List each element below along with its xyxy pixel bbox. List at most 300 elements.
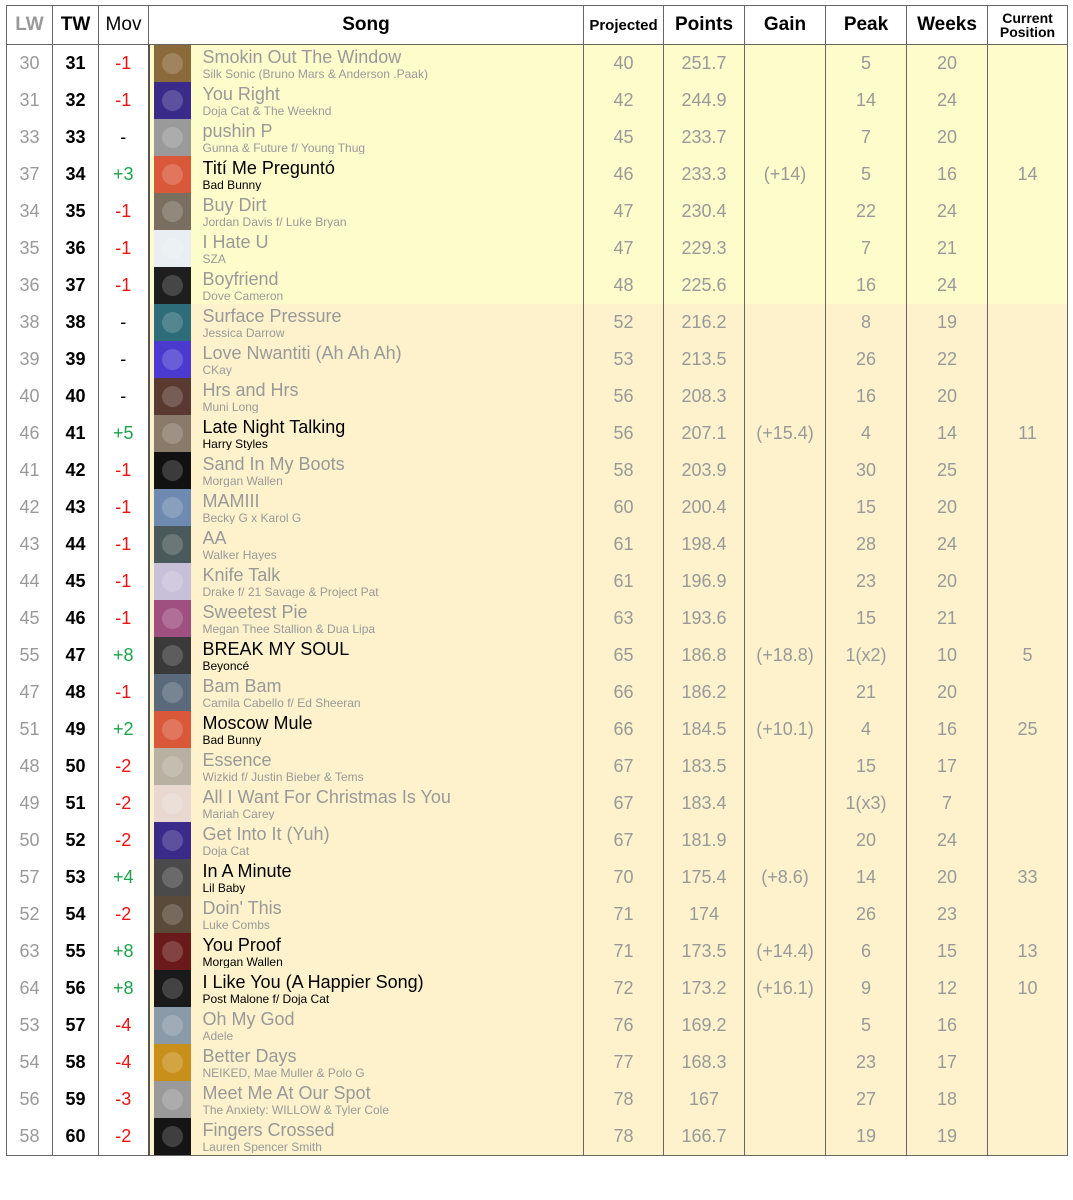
album-art-image — [154, 156, 191, 193]
last-week-cell: 37 — [7, 156, 53, 193]
movement-cell: +8 — [99, 970, 149, 1007]
album-art-image — [154, 489, 191, 526]
table-row[interactable] — [7, 45, 1068, 83]
song-title[interactable]: I Hate U — [202, 232, 269, 252]
weeks-cell: 23 — [907, 896, 988, 933]
current-position-cell: 11 — [988, 415, 1068, 452]
album-art-image — [154, 637, 191, 674]
song-title[interactable]: Fingers Crossed — [202, 1120, 335, 1140]
song-artist: Bad Bunny — [202, 177, 262, 191]
peak-cell: 7 — [826, 119, 907, 156]
song-artist: Muni Long — [202, 399, 259, 413]
table-row[interactable] — [7, 637, 1068, 674]
current-position-cell — [988, 267, 1068, 304]
gain-cell — [745, 304, 826, 341]
points-cell: 196.9 — [664, 563, 745, 600]
current-position-cell: 13 — [988, 933, 1068, 970]
last-week-cell: 43 — [7, 526, 53, 563]
table-row[interactable] — [7, 452, 1068, 489]
movement-cell: +4 — [99, 859, 149, 896]
table-row[interactable] — [7, 1007, 1068, 1044]
points-cell: 167 — [664, 1081, 745, 1118]
table-row[interactable] — [7, 526, 1068, 563]
song-artist: Mariah Carey — [202, 806, 275, 820]
last-week-cell: 44 — [7, 563, 53, 600]
album-art-image — [154, 45, 191, 82]
song-artist: NEIKED, Mae Muller & Polo G — [202, 1065, 365, 1079]
song-artist: Walker Hayes — [202, 547, 277, 561]
current-position-cell — [988, 526, 1068, 563]
last-week-cell: 55 — [7, 637, 53, 674]
album-art-image — [154, 304, 191, 341]
points-cell: 169.2 — [664, 1007, 745, 1044]
weeks-cell: 19 — [907, 1118, 988, 1156]
song-cell[interactable] — [149, 304, 584, 341]
table-row[interactable] — [7, 304, 1068, 341]
table-row[interactable] — [7, 82, 1068, 119]
this-week-cell: 53 — [53, 859, 99, 896]
song-cell[interactable] — [149, 563, 584, 600]
album-art-image — [154, 933, 191, 970]
song-cell[interactable] — [149, 489, 584, 526]
current-position-cell — [988, 378, 1068, 415]
current-position-cell — [988, 341, 1068, 378]
gain-cell — [745, 674, 826, 711]
peak-cell: 5 — [826, 156, 907, 193]
weeks-cell: 12 — [907, 970, 988, 1007]
current-position-cell — [988, 452, 1068, 489]
album-art-image — [154, 82, 191, 119]
table-row[interactable] — [7, 156, 1068, 193]
weeks-cell: 20 — [907, 119, 988, 156]
song-artist: Camila Cabello f/ Ed Sheeran — [202, 695, 361, 709]
current-position-cell — [988, 119, 1068, 156]
weeks-cell: 17 — [907, 1044, 988, 1081]
current-position-cell — [988, 489, 1068, 526]
song-artist: Bad Bunny — [202, 732, 262, 746]
col-header-weeks[interactable]: Weeks — [907, 6, 988, 45]
movement-cell: -1 — [99, 563, 149, 600]
current-position-cell — [988, 674, 1068, 711]
current-position-cell — [988, 785, 1068, 822]
current-position-cell — [988, 230, 1068, 267]
points-cell: 208.3 — [664, 378, 745, 415]
movement-cell: -2 — [99, 785, 149, 822]
projected-cell: 78 — [584, 1081, 664, 1118]
last-week-cell: 58 — [7, 1118, 53, 1156]
last-week-cell: 63 — [7, 933, 53, 970]
table-row[interactable] — [7, 933, 1068, 970]
weeks-cell: 22 — [907, 341, 988, 378]
projected-cell: 67 — [584, 748, 664, 785]
gain-cell: (+14.4) — [745, 933, 826, 970]
last-week-cell: 39 — [7, 341, 53, 378]
col-header-current-position[interactable] — [988, 6, 1068, 45]
song-cell[interactable] — [149, 859, 584, 896]
projected-cell: 61 — [584, 563, 664, 600]
album-art-image — [154, 119, 191, 156]
current-position-cell: 14 — [988, 156, 1068, 193]
table-row[interactable] — [7, 563, 1068, 600]
song-cell[interactable] — [149, 600, 584, 637]
album-art-image — [154, 748, 191, 785]
weeks-cell: 20 — [907, 489, 988, 526]
weeks-cell: 14 — [907, 415, 988, 452]
song-artist: Harry Styles — [202, 436, 268, 450]
song-title[interactable]: Bam Bam — [202, 676, 282, 696]
this-week-cell: 59 — [53, 1081, 99, 1118]
weeks-cell: 20 — [907, 378, 988, 415]
gain-cell — [745, 1044, 826, 1081]
song-title[interactable]: Buy Dirt — [202, 195, 267, 215]
table-row[interactable] — [7, 1044, 1068, 1081]
song-title[interactable]: Smokin Out The Window — [202, 47, 402, 67]
gain-cell — [745, 267, 826, 304]
gain-cell — [745, 563, 826, 600]
this-week-cell: 54 — [53, 896, 99, 933]
last-week-cell: 56 — [7, 1081, 53, 1118]
points-cell: 244.9 — [664, 82, 745, 119]
table-row[interactable] — [7, 1118, 1068, 1156]
table-row[interactable] — [7, 785, 1068, 822]
weeks-cell: 21 — [907, 230, 988, 267]
peak-cell: 23 — [826, 563, 907, 600]
song-artist: Drake f/ 21 Savage & Project Pat — [202, 584, 379, 598]
song-cell[interactable] — [149, 193, 584, 230]
this-week-cell: 52 — [53, 822, 99, 859]
song-cell[interactable] — [149, 341, 584, 378]
table-row[interactable] — [7, 822, 1068, 859]
album-art-image — [154, 193, 191, 230]
weeks-cell: 24 — [907, 267, 988, 304]
song-cell[interactable] — [149, 156, 584, 193]
last-week-cell: 49 — [7, 785, 53, 822]
album-art-image — [154, 1081, 191, 1118]
peak-cell: 27 — [826, 1081, 907, 1118]
song-title[interactable]: Surface Pressure — [202, 306, 342, 326]
song-title[interactable]: Sand In My Boots — [202, 454, 345, 474]
projected-cell: 66 — [584, 674, 664, 711]
movement-cell: -1 — [99, 193, 149, 230]
weeks-cell: 20 — [907, 45, 988, 83]
weeks-cell: 20 — [907, 859, 988, 896]
table-row[interactable] — [7, 970, 1068, 1007]
projected-cell: 72 — [584, 970, 664, 1007]
song-cell[interactable] — [149, 785, 584, 822]
gain-cell: (+16.1) — [745, 970, 826, 1007]
album-art-image — [154, 970, 191, 1007]
projected-cell: 78 — [584, 1118, 664, 1156]
song-artist: Doja Cat & The Weeknd — [202, 103, 332, 117]
song-artist: CKay — [202, 362, 232, 376]
last-week-cell: 53 — [7, 1007, 53, 1044]
song-cell[interactable] — [149, 378, 584, 415]
peak-cell: 15 — [826, 600, 907, 637]
chart-rows — [7, 45, 1068, 1156]
song-cell[interactable] — [149, 748, 584, 785]
movement-cell: -4 — [99, 1044, 149, 1081]
movement-cell: - — [99, 119, 149, 156]
song-cell[interactable] — [149, 933, 584, 970]
points-cell: 251.7 — [664, 45, 745, 83]
song-artist: Doja Cat — [202, 843, 250, 857]
song-title[interactable]: Oh My God — [202, 1009, 295, 1029]
song-cell[interactable] — [149, 119, 584, 156]
col-header-projected[interactable]: Projected — [584, 6, 664, 45]
song-artist: Lil Baby — [202, 880, 246, 894]
this-week-cell: 57 — [53, 1007, 99, 1044]
album-art-image — [154, 1007, 191, 1044]
song-title[interactable]: MAMIII — [202, 491, 260, 511]
song-title[interactable]: Boyfriend — [202, 269, 279, 289]
gain-cell — [745, 119, 826, 156]
song-title[interactable]: All I Want For Christmas Is You — [202, 787, 451, 807]
projected-cell: 47 — [584, 193, 664, 230]
song-title[interactable]: pushin P — [202, 121, 273, 141]
song-cell[interactable] — [149, 452, 584, 489]
song-cell[interactable] — [149, 267, 584, 304]
this-week-cell: 56 — [53, 970, 99, 1007]
peak-cell: 23 — [826, 1044, 907, 1081]
album-art-image — [154, 896, 191, 933]
current-position-cell — [988, 600, 1068, 637]
this-week-cell: 33 — [53, 119, 99, 156]
song-title[interactable]: In A Minute — [202, 861, 292, 881]
table-row[interactable] — [7, 341, 1068, 378]
song-artist: Beyoncé — [202, 658, 250, 672]
song-cell[interactable] — [149, 415, 584, 452]
current-position-cell: 33 — [988, 859, 1068, 896]
movement-cell: -1 — [99, 82, 149, 119]
song-title[interactable]: AA — [202, 528, 227, 548]
song-cell[interactable] — [149, 45, 584, 83]
points-cell: 184.5 — [664, 711, 745, 748]
peak-cell: 28 — [826, 526, 907, 563]
gain-cell — [745, 896, 826, 933]
table-row[interactable] — [7, 119, 1068, 156]
this-week-cell: 37 — [53, 267, 99, 304]
weeks-cell: 16 — [907, 1007, 988, 1044]
weeks-cell: 19 — [907, 304, 988, 341]
table-row[interactable] — [7, 674, 1068, 711]
current-header-line1: Current — [1002, 10, 1053, 26]
table-row[interactable] — [7, 1081, 1068, 1118]
points-cell: 216.2 — [664, 304, 745, 341]
movement-cell: - — [99, 304, 149, 341]
album-art-image — [154, 563, 191, 600]
points-cell: 230.4 — [664, 193, 745, 230]
projected-cell: 67 — [584, 785, 664, 822]
col-header-points[interactable]: Points — [664, 6, 745, 45]
points-cell: 233.3 — [664, 156, 745, 193]
this-week-cell: 48 — [53, 674, 99, 711]
col-header-lw[interactable]: LW — [7, 6, 53, 45]
current-position-cell — [988, 304, 1068, 341]
peak-cell: 30 — [826, 452, 907, 489]
table-row[interactable] — [7, 711, 1068, 748]
movement-cell: -1 — [99, 452, 149, 489]
current-position-cell — [988, 896, 1068, 933]
projected-cell: 60 — [584, 489, 664, 526]
song-cell[interactable] — [149, 82, 584, 119]
weeks-cell: 17 — [907, 748, 988, 785]
peak-cell: 1(x3) — [826, 785, 907, 822]
col-header-song[interactable]: Song — [149, 6, 584, 45]
song-title[interactable]: Better Days — [202, 1046, 297, 1066]
projected-cell: 42 — [584, 82, 664, 119]
points-cell: 183.5 — [664, 748, 745, 785]
peak-cell: 15 — [826, 489, 907, 526]
current-position-cell — [988, 1081, 1068, 1118]
song-cell[interactable] — [149, 674, 584, 711]
movement-cell: +3 — [99, 156, 149, 193]
song-cell[interactable] — [149, 1044, 584, 1081]
projected-cell: 66 — [584, 711, 664, 748]
projected-cell: 67 — [584, 822, 664, 859]
song-title[interactable]: Moscow Mule — [202, 713, 313, 733]
table-row[interactable] — [7, 600, 1068, 637]
last-week-cell: 45 — [7, 600, 53, 637]
last-week-cell: 36 — [7, 267, 53, 304]
song-cell[interactable] — [149, 637, 584, 674]
song-title[interactable]: Essence — [202, 750, 272, 770]
album-art-image — [154, 452, 191, 489]
projected-cell: 63 — [584, 600, 664, 637]
song-title[interactable]: Get Into It (Yuh) — [202, 824, 330, 844]
weeks-cell: 24 — [907, 526, 988, 563]
peak-cell: 16 — [826, 267, 907, 304]
movement-cell: +2 — [99, 711, 149, 748]
table-row[interactable] — [7, 489, 1068, 526]
song-title[interactable]: Tití Me Preguntó — [202, 158, 335, 178]
col-header-tw[interactable]: TW — [53, 6, 99, 45]
current-header-line2: Position — [999, 24, 1056, 40]
weeks-cell: 16 — [907, 156, 988, 193]
song-cell[interactable] — [149, 822, 584, 859]
gain-cell: (+14) — [745, 156, 826, 193]
weeks-cell: 18 — [907, 1081, 988, 1118]
this-week-cell: 38 — [53, 304, 99, 341]
projected-cell: 46 — [584, 156, 664, 193]
table-row[interactable] — [7, 193, 1068, 230]
current-position-cell — [988, 193, 1068, 230]
this-week-cell: 45 — [53, 563, 99, 600]
song-title[interactable]: Doin' This — [202, 898, 282, 918]
table-row[interactable] — [7, 267, 1068, 304]
last-week-cell: 40 — [7, 378, 53, 415]
gain-cell — [745, 82, 826, 119]
song-cell[interactable] — [149, 230, 584, 267]
song-title[interactable]: Late Night Talking — [202, 417, 346, 437]
song-cell[interactable] — [149, 1007, 584, 1044]
last-week-cell: 30 — [7, 45, 53, 83]
projected-cell: 58 — [584, 452, 664, 489]
peak-cell: 6 — [826, 933, 907, 970]
col-header-peak[interactable]: Peak — [826, 6, 907, 45]
album-art-image — [154, 859, 191, 896]
song-cell[interactable] — [149, 1118, 584, 1156]
song-title[interactable]: Love Nwantiti (Ah Ah Ah) — [202, 343, 402, 363]
points-cell: 174 — [664, 896, 745, 933]
last-week-cell: 38 — [7, 304, 53, 341]
projected-cell: 56 — [584, 378, 664, 415]
this-week-cell: 44 — [53, 526, 99, 563]
weeks-cell: 15 — [907, 933, 988, 970]
this-week-cell: 42 — [53, 452, 99, 489]
peak-cell: 5 — [826, 1007, 907, 1044]
last-week-cell: 35 — [7, 230, 53, 267]
table-row[interactable] — [7, 748, 1068, 785]
song-artist: Adele — [202, 1028, 234, 1042]
table-row[interactable] — [7, 230, 1068, 267]
table-row[interactable] — [7, 859, 1068, 896]
song-title[interactable]: Sweetest Pie — [202, 602, 308, 622]
header-row — [7, 6, 1068, 45]
current-position-cell — [988, 1007, 1068, 1044]
current-position-cell — [988, 748, 1068, 785]
song-title[interactable]: Hrs and Hrs — [202, 380, 299, 400]
weeks-cell: 24 — [907, 193, 988, 230]
song-cell[interactable] — [149, 970, 584, 1007]
peak-cell: 15 — [826, 748, 907, 785]
this-week-cell: 60 — [53, 1118, 99, 1156]
table-row[interactable] — [7, 415, 1068, 452]
this-week-cell: 39 — [53, 341, 99, 378]
movement-cell: -4 — [99, 1007, 149, 1044]
gain-cell — [745, 1118, 826, 1156]
song-cell[interactable] — [149, 711, 584, 748]
song-cell[interactable] — [149, 896, 584, 933]
table-row[interactable] — [7, 378, 1068, 415]
movement-cell: -2 — [99, 822, 149, 859]
song-title[interactable]: Meet Me At Our Spot — [202, 1083, 371, 1103]
song-title[interactable]: BREAK MY SOUL — [202, 639, 350, 659]
weeks-cell: 20 — [907, 674, 988, 711]
movement-cell: - — [99, 341, 149, 378]
col-header-gain[interactable]: Gain — [745, 6, 826, 45]
table-row[interactable] — [7, 896, 1068, 933]
song-cell[interactable] — [149, 526, 584, 563]
current-position-cell: 10 — [988, 970, 1068, 1007]
points-cell: 193.6 — [664, 600, 745, 637]
song-title[interactable]: You Proof — [202, 935, 281, 955]
points-cell: 173.5 — [664, 933, 745, 970]
peak-cell: 1(x2) — [826, 637, 907, 674]
weeks-cell: 24 — [907, 82, 988, 119]
points-cell: 168.3 — [664, 1044, 745, 1081]
movement-cell: -1 — [99, 267, 149, 304]
weeks-cell: 24 — [907, 822, 988, 859]
gain-cell — [745, 489, 826, 526]
song-title[interactable]: Knife Talk — [202, 565, 281, 585]
points-cell: 198.4 — [664, 526, 745, 563]
song-title[interactable]: You Right — [202, 84, 280, 104]
album-art-image — [154, 711, 191, 748]
weeks-cell: 16 — [907, 711, 988, 748]
song-cell[interactable] — [149, 1081, 584, 1118]
points-cell: 203.9 — [664, 452, 745, 489]
current-position-cell — [988, 563, 1068, 600]
this-week-cell: 36 — [53, 230, 99, 267]
album-art-image — [154, 600, 191, 637]
col-header-mov[interactable]: Mov — [99, 6, 149, 45]
album-art-image — [154, 267, 191, 304]
this-week-cell: 46 — [53, 600, 99, 637]
gain-cell — [745, 230, 826, 267]
current-position-cell — [988, 82, 1068, 119]
song-title[interactable]: I Like You (A Happier Song) — [202, 972, 424, 992]
movement-cell: - — [99, 378, 149, 415]
